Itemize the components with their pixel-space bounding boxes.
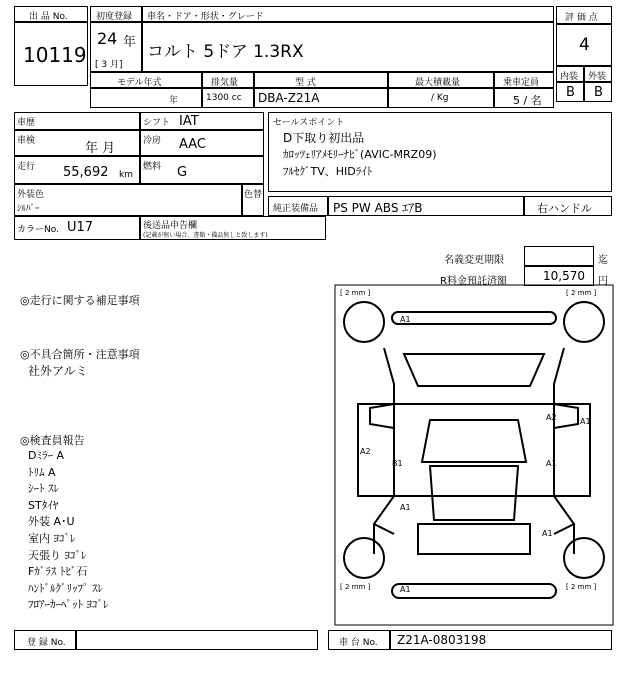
chassis-cell [390,630,612,650]
inspection-label: 車検 [17,136,36,146]
inspector-line: ﾊﾝﾄﾞﾙｸﾞﾘｯﾌﾟ ｽﾚ [28,581,103,595]
windshield-outline [422,420,526,462]
inspector-line: ｼｰﾄ ｽﾚ [28,482,59,496]
name-change-label: 名義変更期限 [444,255,504,266]
mileage: 55,692 [63,165,109,180]
shift-cell [140,112,264,130]
recycle-label: R料金預託済額 [440,276,507,287]
inspector-line: ﾌﾛｱｰｶｰﾍﾟｯﾄ ﾖｺﾞﾚ [28,598,109,612]
capacity: 5 / 名 [513,94,542,107]
ac-cell [140,130,264,156]
inspector-line: STﾀｲﾔ [28,498,59,512]
first-reg-year: 24 [97,29,118,48]
mileage-unit: km [119,170,133,180]
sales-point-3: ﾌﾙｾｸﾞTV、HIDﾗｲﾄ [283,165,373,178]
post-docs-cell [140,216,326,240]
recycle-cell [524,266,594,286]
first-reg-year-unit: 年 [123,35,137,50]
exterior-grade: B [594,85,603,100]
wheel-front-right [564,302,604,342]
inspector-line: 天張り ﾖｺﾞﾚ [28,548,87,562]
inspection-cell [14,130,140,156]
model-year-label-cell [90,72,202,88]
capacity-label-cell [494,72,554,88]
model: DBA-Z21A [258,91,320,105]
tire-depth-top-right: [ 2 mm ] [566,289,597,297]
history-label: 車歴 [17,118,36,128]
lot-no: 10119 [23,43,87,67]
interior-grade: B [566,85,575,100]
defects-title: ◎不具合箇所・注意事項 [20,348,140,361]
driving-notes-title: ◎走行に関する補足事項 [20,294,140,307]
name-change-cell [524,246,594,266]
fuel-cell [140,156,264,184]
equipment-label: 純正装備品 [273,204,319,214]
shift-label: シフト [143,118,171,128]
exterior-label-cell [584,66,612,82]
front-bumper-outline [392,312,556,324]
mark-left-rear: A1 [400,503,411,512]
model-cell [254,88,388,108]
recycle-value: 10,570 [543,269,585,283]
shift: IAT [179,114,199,129]
mark-right-sill: A1 [546,459,557,468]
chassis-label: 車 台 No. [339,638,378,648]
ext-color: ｼﾙﾊﾞｰ [17,204,40,214]
inspector-line: Dﾐﾗｰ A [28,449,64,462]
color-no-label: カラーNo. [17,225,59,235]
sales-point-1: D下取り初出品 [283,131,365,145]
recycle-unit: 円 [598,276,608,287]
cabin-pillars [394,404,554,496]
trunk-outline [418,524,530,554]
color-change-cell [242,184,264,216]
ext-color-cell [14,184,242,216]
tire-depth-top-left: [ 2 mm ] [340,289,371,297]
equipment-items: PS PW ABS ｴｱB [333,201,423,215]
reg-no-label-cell [14,630,76,650]
tire-depth-bottom-left: [ 2 mm ] [340,583,371,591]
post-docs-label: 後送品申告欄 [143,221,198,231]
post-docs-note: (記載が無い場合、書類・備品無しと致します) [143,232,268,239]
model-year-label: モデル年式 [117,78,162,88]
wheel-rear-left [344,538,384,578]
model-label: 型 式 [295,78,316,88]
tire-depth-bottom-right: [ 2 mm ] [566,583,597,591]
car-name: コルト 5ドア 1.3RX [147,42,304,62]
car-name-cell [142,22,554,72]
color-no-cell [14,216,140,240]
color-change-label: 色替 [244,190,263,200]
mark-right-rear: A1 [542,529,553,538]
reg-no-cell [76,630,318,650]
sales-points-cell [268,112,612,192]
max-load-label: 最大積載量 [415,78,461,88]
first-reg-month: [ 3 月] [95,60,123,70]
exterior-label: 外装 [588,72,607,82]
inspector-title: ◎検査員報告 [20,434,85,447]
handle: 右ハンドル [537,202,592,215]
model-label-cell [254,72,388,88]
inspector-lines [28,448,109,614]
wheel-front-left [344,302,384,342]
mark-right-side: A1 [580,417,591,426]
max-load-cell [388,88,494,108]
first-reg-cell [90,22,142,72]
score-label: 評 価 点 [565,13,598,23]
ext-color-label: 外装色 [17,190,45,200]
max-load: / Kg [431,93,449,103]
mark-left-door: A2 [360,447,371,456]
exterior-grade-cell [584,82,612,102]
interior-grade-cell [556,82,584,102]
fuel: G [177,165,188,180]
mark-front-bumper: A1 [400,315,411,324]
rear-bumper-outline [392,584,556,598]
mileage-cell [14,156,140,184]
car-name-label-cell [142,6,554,22]
inspector-line: 外装 A･U [28,515,75,529]
roof-outline [430,466,518,520]
mark-left-sill: B1 [392,459,403,468]
interior-label: 内装 [560,72,579,82]
defects-line-1: 社外アルミ [28,364,88,378]
history-cell [14,112,140,130]
wheel-rear-right [564,538,604,578]
name-change-unit: 迄 [598,255,608,266]
max-load-label-cell [388,72,494,88]
car-name-label: 車名・ドア・形状・グレード [147,12,264,22]
mark-rear-bumper: A1 [400,585,411,594]
inspector-line: ﾄﾘﾑ A [28,465,56,479]
lot-no-label-cell [14,6,88,22]
car-damage-diagram [334,284,614,626]
mark-right-door-upper: A2 [546,413,557,422]
ac: AAC [179,137,206,152]
mileage-label: 走行 [17,162,36,172]
equipment-cell [328,196,524,216]
sales-point-2: ｶﾛｯﾂｪﾘｱﾒﾓﾘｰﾅﾋﾞ(AVIC-MRZ09) [283,148,437,161]
model-year-cell [90,88,202,108]
equipment-label-cell [268,196,328,216]
hood-outline [404,354,544,386]
chassis: Z21A-0803198 [397,633,487,647]
color-no: U17 [67,220,94,235]
capacity-label: 乗車定員 [503,78,540,88]
sales-points-label: セールスポイント [273,118,345,128]
displacement-cell [202,88,254,108]
reg-no-label: 登 録 No. [27,638,66,648]
first-reg-label-cell [90,6,142,22]
lot-no-cell [14,22,88,86]
displacement: 1300 cc [206,93,242,103]
score-cell [556,24,612,66]
chassis-label-cell [328,630,390,650]
lot-no-label: 出 品 No. [29,12,68,22]
first-reg-label: 初度登録 [96,12,133,22]
score: 4 [579,35,590,55]
displacement-label: 排気量 [211,78,239,88]
handle-cell [524,196,612,216]
inspector-line: Fｶﾞﾗｽ ﾄﾋﾞ石 [28,565,88,579]
inspection: 年 月 [85,141,116,156]
fuel-label: 燃料 [143,162,162,172]
ac-label: 冷房 [143,136,162,146]
interior-label-cell [556,66,584,82]
score-label-cell [556,6,612,24]
inspector-line: 室内 ﾖｺﾞﾚ [28,531,76,545]
model-year-unit: 年 [169,96,179,106]
displacement-label-cell [202,72,254,88]
capacity-cell [494,88,554,108]
